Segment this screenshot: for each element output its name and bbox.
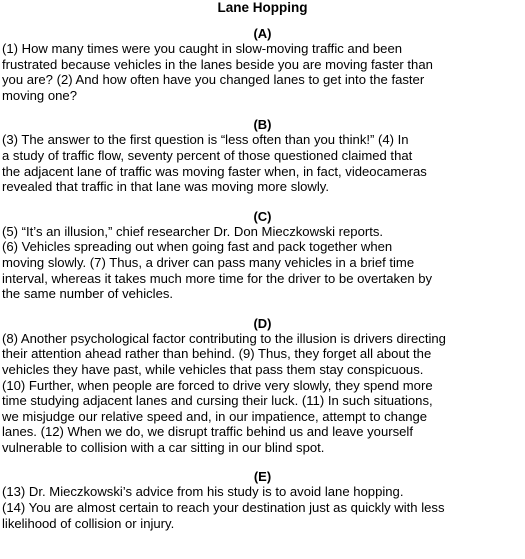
text-line: we misjudge our relative speed and, in our impatience, attempt to change bbox=[2, 408, 428, 424]
text-line: lanes. (12) When we do, we disrupt traffic behind us and leave yourself bbox=[2, 424, 413, 440]
text-line: moving slowly. (7) Thus, a driver can pass many vehicles in a brief time bbox=[2, 254, 415, 270]
text-line: (10) Further, when people are forced to drive very slowly, they spend more bbox=[2, 377, 433, 393]
section-a bbox=[2, 26, 523, 103]
text-line: time studying adjacent lanes and cursing their luck. (11) In such situations, bbox=[2, 393, 433, 409]
text-line: vehicles they have past, while vehicles that pass them stay conspicuous. bbox=[2, 361, 424, 377]
text-line: (6) Vehicles spreading out when going fast and pack together when bbox=[2, 239, 393, 255]
text-line: the same number of vehicles. bbox=[2, 286, 174, 302]
section-label: (D) bbox=[253, 315, 272, 331]
text-line: (14) You are almost certain to reach your destination just as quickly with less bbox=[2, 500, 445, 516]
text-line: the adjacent lane of traffic was moving faster when, in fact, videocameras bbox=[2, 163, 427, 179]
text-line: revealed that traffic in that lane was moving more slowly. bbox=[2, 179, 330, 195]
section-label: (A) bbox=[253, 26, 272, 41]
text-line: (5) “It’s an illusion,” chief researcher Dr. Don Mieczkowski reports. bbox=[2, 223, 384, 239]
text-line: frustrated because vehicles in the lanes beside you are moving faster than bbox=[2, 56, 433, 72]
section-c bbox=[2, 209, 523, 302]
text-line: their attention ahead rather than behind. (9) Thus, they forget all about the bbox=[2, 346, 432, 362]
text-line: moving one? bbox=[2, 87, 77, 103]
section-b bbox=[2, 117, 523, 194]
section-label: (C) bbox=[253, 208, 272, 224]
section-e bbox=[2, 469, 523, 531]
section-d bbox=[2, 316, 523, 456]
document-title: Lane Hopping bbox=[217, 0, 308, 15]
text-line: a study of traffic flow, seventy percent of those questioned claimed that bbox=[2, 147, 413, 163]
text-line: likelihood of collision or injury. bbox=[2, 515, 175, 531]
text-line: you are? (2) And how often have you changed lanes to get into the faster bbox=[2, 72, 425, 88]
text-line: (3) The answer to the first question is “less often than you think!” (4) In bbox=[2, 132, 409, 148]
text-line: interval, whereas it takes much more time for the driver to be overtaken by bbox=[2, 270, 433, 286]
document bbox=[2, 0, 523, 545]
text-line: (8) Another psychological factor contributing to the illusion is drivers directing bbox=[2, 330, 446, 346]
text-line: (13) Dr. Mieczkowski’s advice from his study is to avoid lane hopping. bbox=[2, 484, 404, 500]
text-line: vulnerable to collision with a car sitting in our blind spot. bbox=[2, 439, 325, 455]
section-label: (B) bbox=[253, 117, 272, 133]
section-label: (E) bbox=[253, 469, 272, 485]
text-line: (1) How many times were you caught in slow-moving traffic and been bbox=[2, 41, 403, 56]
